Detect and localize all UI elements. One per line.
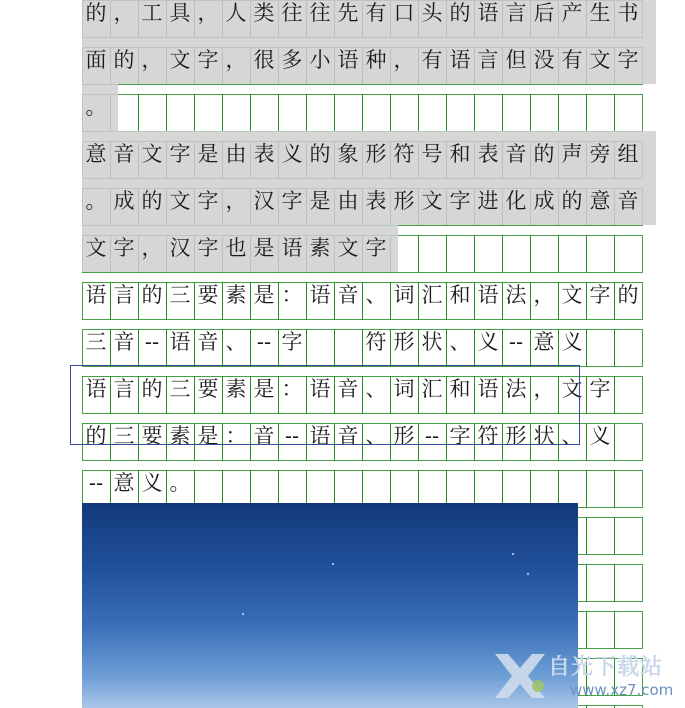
character-cell: 音 xyxy=(337,424,359,448)
character-cell: 是 xyxy=(309,189,331,213)
grid-cell xyxy=(587,565,615,602)
character-cell: 意 xyxy=(85,142,107,166)
character-cell: 和 xyxy=(449,283,471,307)
character-cell: 文 xyxy=(561,377,583,401)
character-cell: 词 xyxy=(393,377,415,401)
grid-cell xyxy=(615,565,643,602)
character-cell: 组 xyxy=(617,142,639,166)
character-cell: 是 xyxy=(197,424,219,448)
character-cell: 音 xyxy=(505,142,527,166)
watermark-url: www.xz7.com xyxy=(570,681,674,699)
character-cell: 小 xyxy=(309,48,331,72)
character-cell: 多 xyxy=(281,48,303,72)
character-cell: 往 xyxy=(281,1,303,25)
character-cell: 素 xyxy=(169,424,191,448)
character-cell: 音 xyxy=(337,377,359,401)
character-cell: 有 xyxy=(365,1,387,25)
character-cell: 汉 xyxy=(253,189,275,213)
character-cell: 的 xyxy=(141,189,163,213)
character-cell: -- xyxy=(256,330,272,354)
character-cell: 文 xyxy=(169,48,191,72)
character-cell: 字 xyxy=(589,377,611,401)
character-cell: 头 xyxy=(421,1,443,25)
character-cell: 言 xyxy=(113,283,135,307)
character-cell: 字 xyxy=(197,48,219,72)
text-line[interactable] xyxy=(82,319,642,366)
character-cell: 语 xyxy=(477,377,499,401)
character-cell: 语 xyxy=(477,283,499,307)
character-cell: 是 xyxy=(253,236,275,260)
character-cell: 由 xyxy=(225,142,247,166)
text-line[interactable] xyxy=(82,131,642,178)
character-cell: 人 xyxy=(225,1,247,25)
character-cell: 字 xyxy=(197,236,219,260)
character-cell: 义 xyxy=(589,424,611,448)
grid-cell xyxy=(615,518,643,555)
character-cell: 没 xyxy=(533,48,555,72)
character-cell: 。 xyxy=(169,471,191,495)
character-cell: 有 xyxy=(421,48,443,72)
character-cell: 。 xyxy=(85,189,107,213)
character-cell: 有 xyxy=(561,48,583,72)
character-cell: -- xyxy=(284,424,300,448)
text-line[interactable] xyxy=(82,0,642,37)
character-cell: 义 xyxy=(141,471,163,495)
text-line[interactable] xyxy=(82,225,642,272)
character-cell: 类 xyxy=(253,1,275,25)
character-cell: 意 xyxy=(589,189,611,213)
character-cell: 形 xyxy=(393,424,415,448)
character-cell: 、 xyxy=(365,377,387,401)
character-cell: 字 xyxy=(617,48,639,72)
character-cell: 文 xyxy=(85,236,107,260)
character-cell: 也 xyxy=(225,236,247,260)
character-cell: 的 xyxy=(85,1,107,25)
character-cell: 的 xyxy=(533,142,555,166)
character-cell: ， xyxy=(141,48,163,72)
character-cell: 语 xyxy=(309,424,331,448)
character-cell: ： xyxy=(281,283,303,307)
character-cell: 语 xyxy=(309,283,331,307)
character-cell: 义 xyxy=(281,142,303,166)
character-cell: 表 xyxy=(477,142,499,166)
character-cell: 三 xyxy=(169,283,191,307)
character-cell: 字 xyxy=(449,424,471,448)
character-cell: 、 xyxy=(365,424,387,448)
text-line[interactable] xyxy=(82,84,642,131)
character-cell: 、 xyxy=(365,283,387,307)
character-cell: ： xyxy=(225,424,247,448)
character-cell: 符 xyxy=(393,142,415,166)
character-cell: 汇 xyxy=(421,283,443,307)
selection-frame[interactable] xyxy=(70,365,580,445)
character-cell: 的 xyxy=(141,377,163,401)
character-cell: 文 xyxy=(141,142,163,166)
character-cell: 字 xyxy=(197,189,219,213)
character-cell: 要 xyxy=(197,283,219,307)
character-cell: 是 xyxy=(197,142,219,166)
character-cell: 字 xyxy=(365,236,387,260)
character-cell: ， xyxy=(225,189,247,213)
character-cell: 产 xyxy=(561,1,583,25)
character-cell: 的 xyxy=(85,424,107,448)
character-cell: 汇 xyxy=(421,377,443,401)
character-cell: 字 xyxy=(113,236,135,260)
character-cell: ， xyxy=(225,48,247,72)
character-cell: 书 xyxy=(617,1,639,25)
text-line[interactable] xyxy=(82,272,642,319)
character-cell: ， xyxy=(533,283,555,307)
character-cell: 是 xyxy=(253,377,275,401)
character-cell: 语 xyxy=(309,377,331,401)
character-cell: 义 xyxy=(561,330,583,354)
character-cell: 法 xyxy=(505,377,527,401)
character-cell: 表 xyxy=(253,142,275,166)
character-cell: 。 xyxy=(85,95,107,119)
character-cell: 素 xyxy=(225,283,247,307)
character-cell: 文 xyxy=(169,189,191,213)
character-cell: 文 xyxy=(561,283,583,307)
character-cell: 音 xyxy=(113,330,135,354)
grid-cell xyxy=(587,612,615,649)
character-cell: 汉 xyxy=(169,236,191,260)
character-cell: 素 xyxy=(309,236,331,260)
character-cell: -- xyxy=(508,330,524,354)
character-cell: 化 xyxy=(505,189,527,213)
character-cell: 具 xyxy=(169,1,191,25)
character-cell: 形 xyxy=(505,424,527,448)
character-cell: 意 xyxy=(533,330,555,354)
character-cell: -- xyxy=(144,330,160,354)
character-cell xyxy=(334,319,362,366)
character-cell: 状 xyxy=(421,330,443,354)
watermark-logo-icon xyxy=(490,646,550,706)
character-cell: 形 xyxy=(365,142,387,166)
character-cell: 口 xyxy=(393,1,415,25)
character-cell: 的 xyxy=(449,1,471,25)
character-cell: 进 xyxy=(477,189,499,213)
character-cell: 的 xyxy=(141,283,163,307)
character-cell: 种 xyxy=(365,48,387,72)
character-cell: 是 xyxy=(253,283,275,307)
character-cell: 状 xyxy=(533,424,555,448)
character-cell: 先 xyxy=(337,1,359,25)
character-cell: 的 xyxy=(113,48,135,72)
character-cell: 字 xyxy=(589,283,611,307)
character-cell: 要 xyxy=(141,424,163,448)
text-line[interactable] xyxy=(82,460,642,507)
character-cell: 言 xyxy=(505,1,527,25)
text-line[interactable] xyxy=(82,37,642,84)
character-cell: 表 xyxy=(365,189,387,213)
character-cell: 意 xyxy=(113,471,135,495)
character-cell: 后 xyxy=(533,1,555,25)
character-cell: -- xyxy=(424,424,440,448)
character-cell: 文 xyxy=(421,189,443,213)
character-cell: 往 xyxy=(309,1,331,25)
character-cell: 义 xyxy=(477,330,499,354)
character-cell: 语 xyxy=(337,48,359,72)
character-cell: 语 xyxy=(85,377,107,401)
character-cell: 词 xyxy=(393,283,415,307)
character-cell: 语 xyxy=(449,48,471,72)
character-cell: 面 xyxy=(85,48,107,72)
character-cell: 文 xyxy=(589,48,611,72)
character-cell: 要 xyxy=(197,377,219,401)
character-cell: 声 xyxy=(561,142,583,166)
character-cell: 号 xyxy=(421,142,443,166)
character-cell: 、 xyxy=(225,330,247,354)
character-cell: 的 xyxy=(309,142,331,166)
character-cell: 语 xyxy=(281,236,303,260)
character-cell: 言 xyxy=(477,48,499,72)
character-cell: 语 xyxy=(477,1,499,25)
character-cell: 、 xyxy=(449,330,471,354)
character-cell: 音 xyxy=(113,142,135,166)
character-cell: 字 xyxy=(169,142,191,166)
character-cell: ： xyxy=(281,377,303,401)
character-cell: ， xyxy=(393,48,415,72)
character-cell: 形 xyxy=(393,189,415,213)
character-cell: 字 xyxy=(449,189,471,213)
watermark-brand: 自光下载站 xyxy=(548,655,664,680)
character-cell: 象 xyxy=(337,142,359,166)
grid-cell xyxy=(587,518,615,555)
character-cell: 音 xyxy=(197,330,219,354)
character-cell: 法 xyxy=(505,283,527,307)
character-cell: 成 xyxy=(533,189,555,213)
character-cell: ， xyxy=(141,236,163,260)
character-cell: 三 xyxy=(85,330,107,354)
character-cell: 很 xyxy=(253,48,275,72)
character-cell: 三 xyxy=(169,377,191,401)
text-line[interactable] xyxy=(82,178,642,225)
character-cell: 文 xyxy=(337,236,359,260)
character-cell: ， xyxy=(533,377,555,401)
character-cell: 、 xyxy=(561,424,583,448)
character-cell: 符 xyxy=(477,424,499,448)
character-cell: 言 xyxy=(113,377,135,401)
character-cell: -- xyxy=(88,471,104,495)
character-cell: 字 xyxy=(281,330,303,354)
character-cell: 语 xyxy=(85,283,107,307)
character-cell: 工 xyxy=(141,1,163,25)
character-cell: 的 xyxy=(561,189,583,213)
character-cell: ， xyxy=(113,1,135,25)
character-cell: 旁 xyxy=(589,142,611,166)
character-cell: 素 xyxy=(225,377,247,401)
character-cell: 音 xyxy=(253,424,275,448)
character-cell: 成 xyxy=(113,189,135,213)
character-cell: 字 xyxy=(281,189,303,213)
character-cell: 音 xyxy=(337,283,359,307)
grid-cell xyxy=(615,612,643,649)
character-cell: 由 xyxy=(337,189,359,213)
character-cell: 的 xyxy=(617,283,639,307)
character-cell: 生 xyxy=(589,1,611,25)
character-cell: 三 xyxy=(113,424,135,448)
character-cell: 语 xyxy=(169,330,191,354)
character-cell: 符 xyxy=(365,330,387,354)
character-cell: 音 xyxy=(617,189,639,213)
character-cell: 但 xyxy=(505,48,527,72)
character-cell: 和 xyxy=(449,142,471,166)
character-cell: 形 xyxy=(393,330,415,354)
character-cell xyxy=(306,319,334,366)
character-cell: 和 xyxy=(449,377,471,401)
watermark xyxy=(490,646,685,708)
character-cell: ， xyxy=(197,1,219,25)
